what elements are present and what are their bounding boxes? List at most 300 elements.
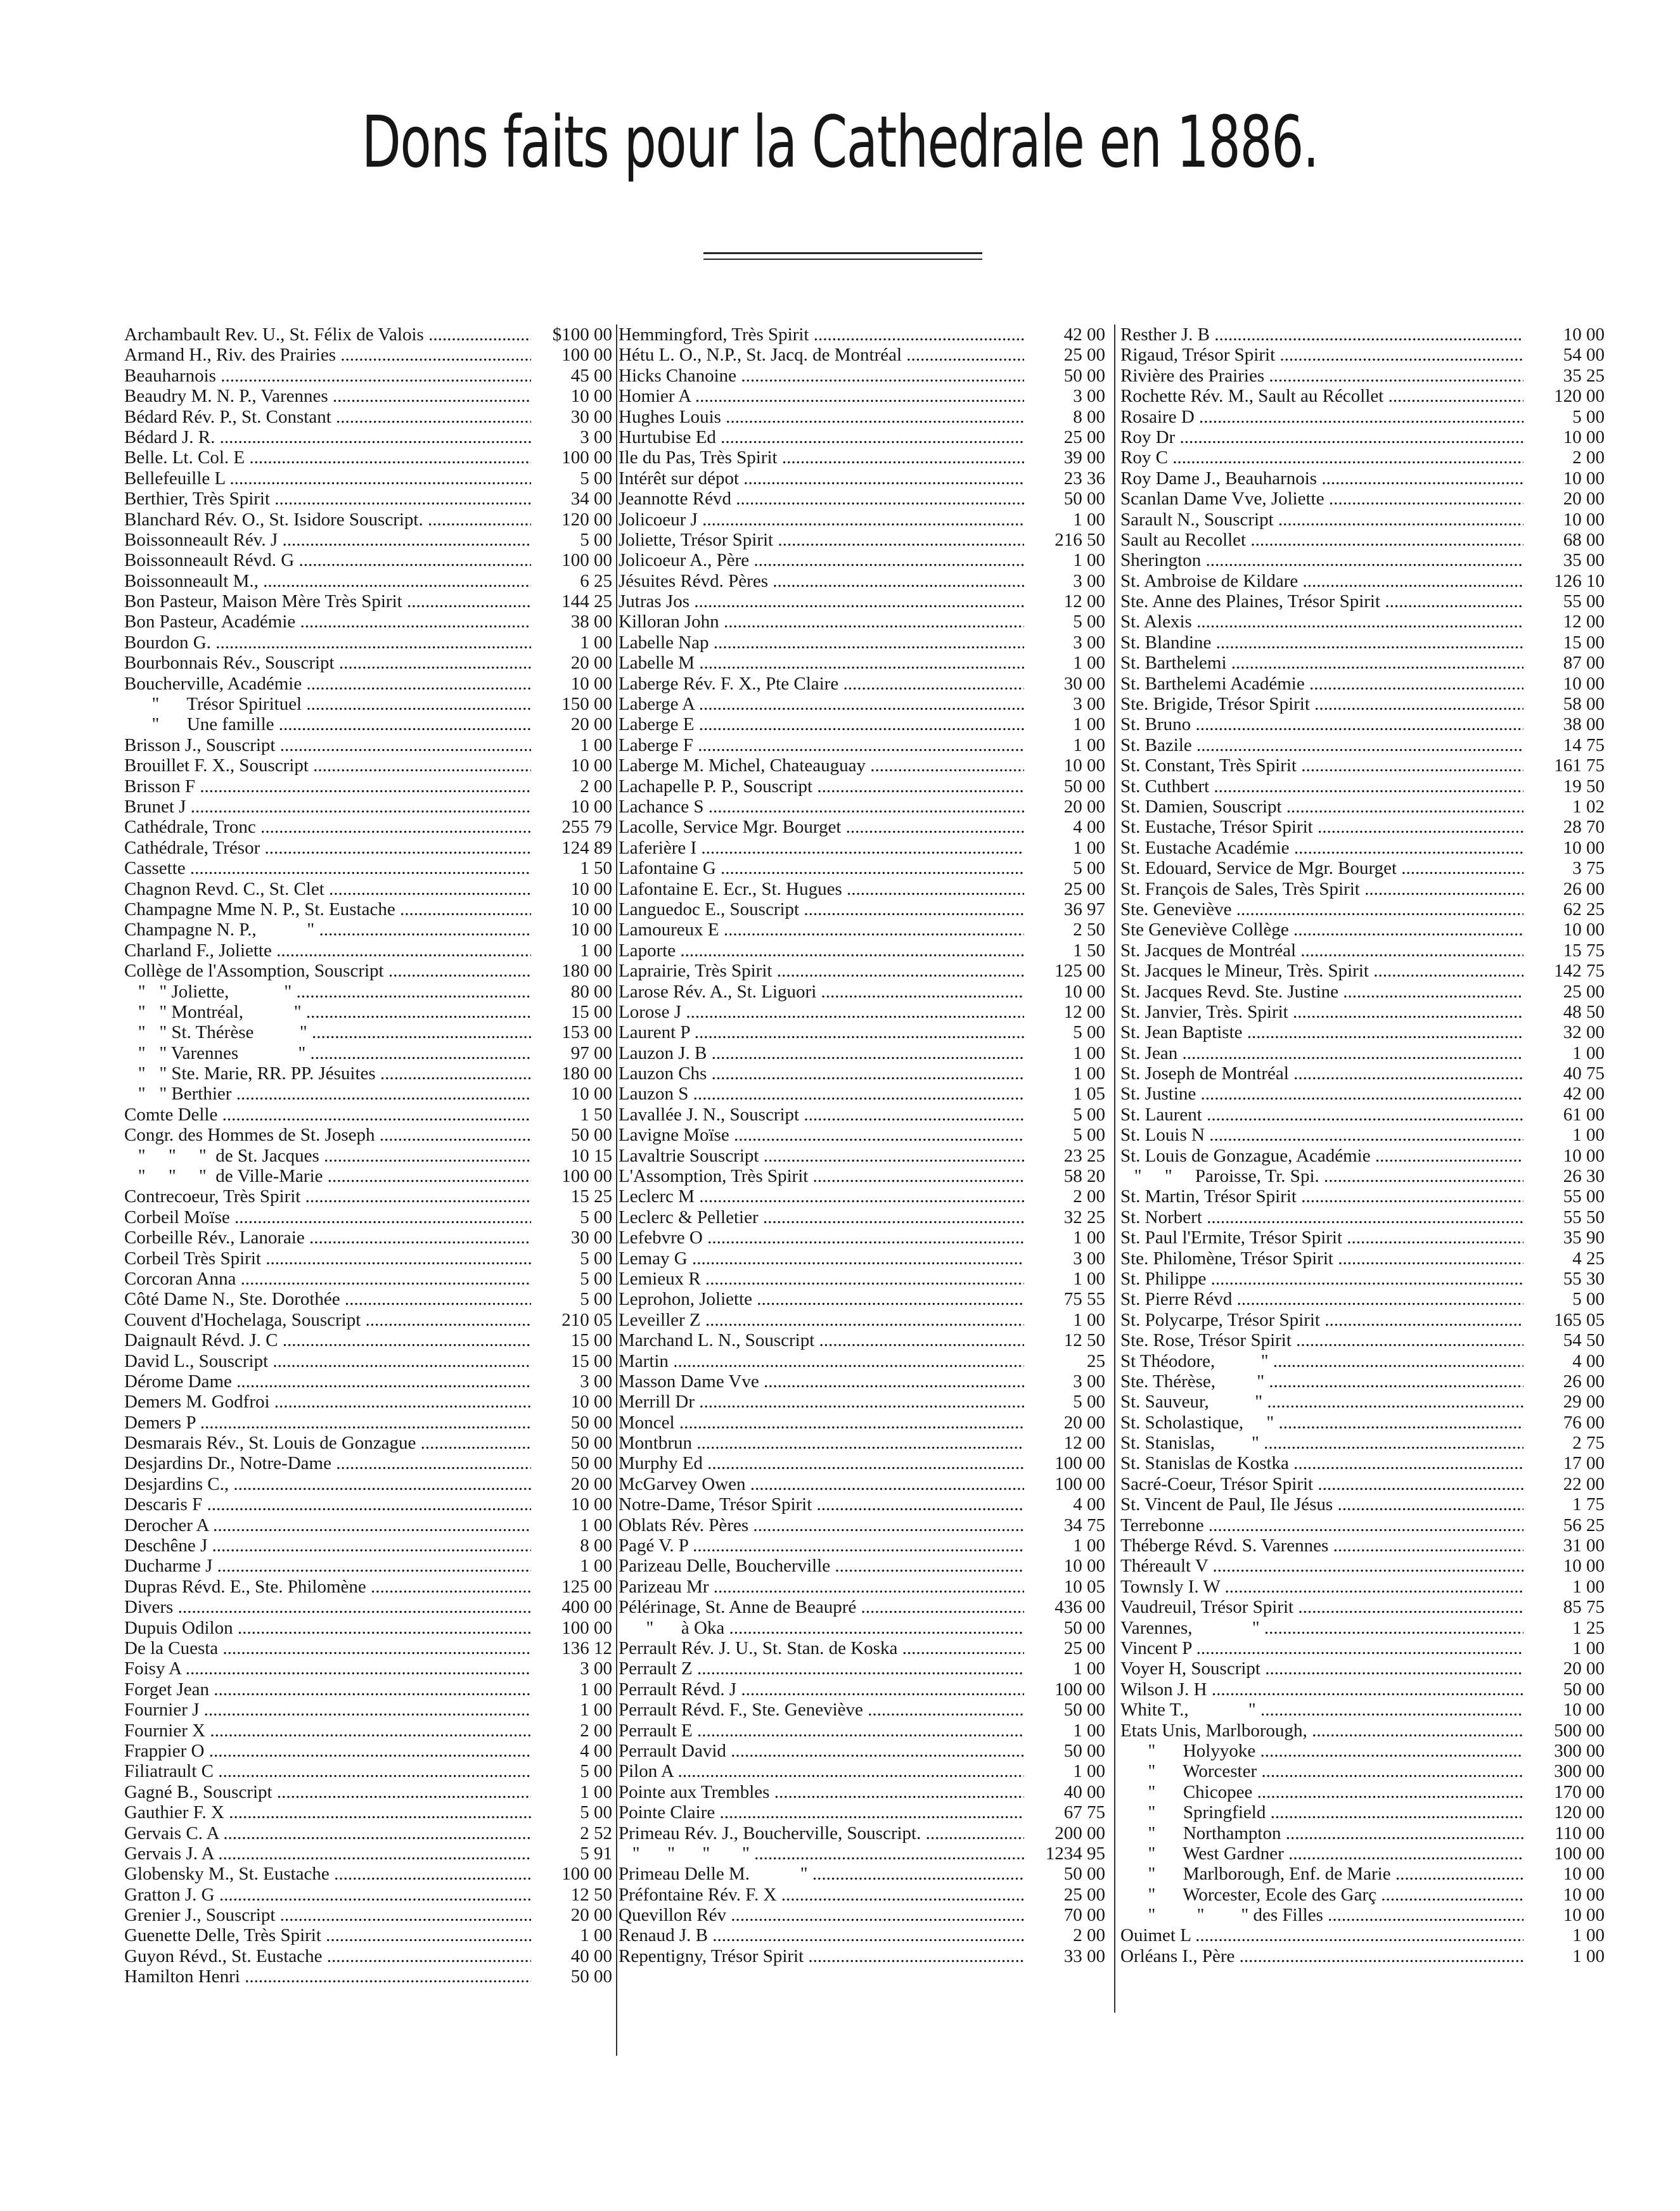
donation-amount: 125 00	[1055, 961, 1105, 982]
donor-name: Chagnon Revd. C., St. Clet .....	[124, 879, 531, 899]
donor-name: McGarvey Owen .....	[619, 1474, 1024, 1494]
donation-amount: 32 00	[1563, 1022, 1605, 1043]
donation-row	[1120, 1392, 1608, 1412]
donation-amount: 32 25	[1063, 1207, 1105, 1227]
donation-row	[1120, 632, 1608, 653]
donation-amount: 26 00	[1563, 878, 1605, 899]
donation-row	[124, 1186, 616, 1207]
donation-amount: 300 00	[1554, 1761, 1605, 1782]
donor-name: Rochette Rév. M., Sault au Récollet .....	[1120, 386, 1523, 406]
donation-amount: 20 00	[570, 714, 612, 735]
donor-name: " " " de St. Jacques .....	[124, 1146, 531, 1166]
donation-row	[1120, 653, 1608, 673]
donation-row	[619, 714, 1109, 734]
donation-amount: 55 50	[1563, 1207, 1605, 1227]
donation-amount: 10 00	[570, 386, 612, 407]
donation-amount: 20 00	[570, 1905, 612, 1926]
donor-name: Bon Pasteur, Académie .....	[124, 612, 531, 632]
donor-name: Boissonneault Révd. G .....	[124, 550, 531, 570]
donation-row	[124, 1269, 616, 1289]
donation-row	[619, 1823, 1109, 1843]
donation-amount: 126 10	[1554, 570, 1605, 591]
donation-amount: 1 00	[1073, 1761, 1105, 1782]
donation-row	[619, 1063, 1109, 1084]
donation-row	[124, 1207, 616, 1227]
donor-name: Lachance S .....	[619, 797, 1024, 817]
donation-row	[124, 386, 616, 406]
donation-amount: 1 00	[580, 1515, 612, 1535]
donor-name: Dérome Dame .....	[124, 1371, 531, 1392]
donor-name: Lamoureux E .....	[619, 920, 1024, 940]
donation-row	[1120, 1741, 1608, 1761]
donor-name: Pilon A .....	[619, 1761, 1024, 1781]
donation-amount: 1 00	[580, 940, 612, 961]
donation-row	[619, 1535, 1109, 1556]
donor-name: Bourdon G. .....	[124, 632, 531, 653]
donation-row	[1120, 1556, 1608, 1576]
donor-name: Brisson F .....	[124, 776, 531, 797]
donation-row	[619, 1782, 1109, 1802]
donation-row	[1120, 1864, 1608, 1884]
donation-amount: 61 00	[1563, 1104, 1605, 1125]
donation-amount: 30 00	[570, 1227, 612, 1248]
donation-row	[619, 1885, 1109, 1905]
donor-name: Pointe aux Trembles .....	[619, 1782, 1024, 1802]
donation-amount: 2 50	[1073, 920, 1105, 940]
donor-name: Scanlan Dame Vve, Joliette .....	[1120, 489, 1523, 509]
donation-amount: 5 00	[1073, 1392, 1105, 1413]
donation-row	[619, 797, 1109, 817]
donation-row	[124, 1618, 616, 1638]
donation-amount: 1 00	[1073, 1535, 1105, 1556]
donation-row	[619, 1679, 1109, 1700]
donation-amount: 10 00	[1563, 673, 1605, 694]
donation-amount: 12 50	[1063, 1330, 1105, 1351]
donation-row	[619, 571, 1109, 591]
donation-amount: 58 20	[1063, 1166, 1105, 1187]
donation-row	[1120, 447, 1608, 468]
donor-name: Roy Dame J., Beauharnois .....	[1120, 468, 1523, 489]
donation-row	[1120, 1146, 1608, 1166]
donor-name: Sherington .....	[1120, 550, 1523, 570]
donation-row	[1120, 1351, 1608, 1371]
donation-amount: 2 00	[1073, 1186, 1105, 1207]
donor-name: Moncel .....	[619, 1413, 1024, 1433]
donation-row	[619, 1905, 1109, 1925]
donor-name: St. Bruno .....	[1120, 714, 1523, 734]
donation-amount: 120 00	[561, 509, 612, 530]
donation-amount: 42 00	[1063, 324, 1105, 345]
donation-row	[619, 1556, 1109, 1576]
donation-amount: 1 00	[1073, 1063, 1105, 1084]
donor-name: L'Assomption, Très Spirit .....	[619, 1166, 1024, 1186]
donation-row	[619, 961, 1109, 981]
donor-name: Blanchard Rév. O., St. Isidore Souscript. .....	[124, 509, 531, 530]
donation-amount: 97 00	[570, 1042, 612, 1063]
donation-amount: 40 75	[1563, 1063, 1605, 1084]
donation-amount: 1 50	[580, 1104, 612, 1125]
donation-row	[619, 1494, 1109, 1515]
donation-amount: 62 25	[1563, 899, 1605, 920]
donor-name: St. Eustache, Trésor Spirit .....	[1120, 817, 1523, 837]
donation-row	[124, 612, 616, 632]
donation-row	[124, 468, 616, 489]
donor-name: Gervais J. A .....	[124, 1843, 531, 1864]
donation-row	[124, 550, 616, 570]
donation-row	[124, 838, 616, 858]
donation-amount: 200 00	[1055, 1823, 1105, 1843]
donor-name: Lavaltrie Souscript .....	[619, 1146, 1024, 1166]
donation-amount: 1 75	[1572, 1494, 1605, 1515]
donation-row	[124, 1310, 616, 1330]
donation-amount: 216 50	[1055, 529, 1105, 550]
donor-name: Jutras Jos .....	[619, 591, 1024, 612]
donation-amount: 10 00	[1563, 509, 1605, 530]
donation-amount: 120 00	[1554, 1802, 1605, 1823]
donation-row	[1120, 674, 1608, 694]
donation-amount: 50 00	[1063, 489, 1105, 509]
donor-name: Perrault Révd. F., Ste. Geneviève .....	[619, 1700, 1024, 1720]
donation-row	[619, 447, 1109, 468]
donation-amount: 10 00	[1563, 426, 1605, 447]
donation-amount: 5 00	[1073, 1022, 1105, 1043]
donation-amount: 100 00	[561, 1166, 612, 1187]
donation-amount: 1 00	[1073, 1720, 1105, 1741]
donation-amount: 31 00	[1563, 1535, 1605, 1556]
donor-name: Masson Dame Vve .....	[619, 1371, 1024, 1392]
donation-row	[124, 1905, 616, 1925]
donation-row	[1120, 1453, 1608, 1473]
donor-name: Beaudry M. N. P., Varennes .....	[124, 386, 531, 406]
donor-name: St. Jacques le Mineur, Très. Spirit .....	[1120, 961, 1523, 981]
donation-amount: 54 50	[1563, 1330, 1605, 1351]
donation-amount: 5 00	[580, 1207, 612, 1227]
donor-name: Terrebonne .....	[1120, 1515, 1523, 1535]
donation-row	[619, 591, 1109, 612]
donation-amount: 153 00	[561, 1022, 612, 1043]
donation-row	[124, 1022, 616, 1042]
donation-row	[124, 1843, 616, 1864]
donation-row	[1120, 858, 1608, 878]
donation-row	[124, 817, 616, 837]
donor-name: De la Cuesta .....	[124, 1638, 531, 1658]
donation-row	[124, 1741, 616, 1761]
donation-amount: 1 00	[1073, 837, 1105, 858]
donation-amount: 50 00	[1563, 1679, 1605, 1700]
donor-name: Brouillet F. X., Souscript .....	[124, 755, 531, 776]
donor-name: Notre-Dame, Trésor Spirit .....	[619, 1494, 1024, 1515]
donation-row	[1120, 1310, 1608, 1330]
donation-row	[619, 1925, 1109, 1945]
donation-amount: 10 00	[1563, 920, 1605, 940]
donation-row	[619, 1186, 1109, 1207]
donor-name: Resther J. B .....	[1120, 324, 1523, 345]
donation-amount: 161 75	[1554, 755, 1605, 776]
donation-row	[1120, 899, 1608, 920]
donation-amount: 136 12	[561, 1638, 612, 1658]
title-rule-top	[703, 252, 982, 254]
donor-name: St. Joseph de Montréal .....	[1120, 1063, 1523, 1084]
donation-row	[619, 1597, 1109, 1617]
donation-amount: 10 00	[1563, 324, 1605, 345]
donor-name: Ste. Philomène, Trésor Spirit .....	[1120, 1248, 1523, 1269]
donation-row	[619, 1022, 1109, 1042]
donor-name: Cathédrale, Trésor .....	[124, 838, 531, 858]
donor-name: Laferière I .....	[619, 838, 1024, 858]
donation-row	[1120, 714, 1608, 734]
donation-row	[124, 1638, 616, 1658]
donation-amount: 1 00	[1073, 1658, 1105, 1679]
donor-name: St. Scholastique, " .....	[1120, 1413, 1523, 1433]
donation-row	[1120, 1002, 1608, 1022]
donation-row	[124, 1597, 616, 1617]
donation-amount: 35 00	[1563, 550, 1605, 571]
donor-name: Ste. Thérèse, " .....	[1120, 1371, 1523, 1392]
donation-row	[619, 858, 1109, 878]
donor-name: St. Jean .....	[1120, 1043, 1523, 1063]
donation-row	[1120, 591, 1608, 612]
donor-name: Ouimet L .....	[1120, 1925, 1523, 1945]
donor-name: St. Janvier, Très. Spirit .....	[1120, 1002, 1523, 1022]
donor-name: St. Barthelemi .....	[1120, 653, 1523, 673]
donation-amount: 180 00	[561, 961, 612, 982]
donation-amount: 20 00	[570, 1473, 612, 1494]
donation-amount: 15 00	[570, 1330, 612, 1351]
donation-amount: 100 00	[561, 447, 612, 468]
donation-amount: 2 00	[580, 776, 612, 797]
donation-row	[124, 571, 616, 591]
donor-name: Etats Unis, Marlborough, .....	[1120, 1721, 1523, 1741]
donation-row	[619, 489, 1109, 509]
donor-name: St. Martin, Trésor Spirit .....	[1120, 1186, 1523, 1207]
donor-name: Repentigny, Trésor Spirit .....	[619, 1946, 1024, 1966]
donation-row	[1120, 797, 1608, 817]
donation-amount: 58 00	[1563, 694, 1605, 715]
donor-name: " Northampton .....	[1120, 1823, 1523, 1843]
donation-amount: 3 00	[1073, 694, 1105, 715]
donation-row	[1120, 755, 1608, 776]
donor-name: St. Louis N .....	[1120, 1125, 1523, 1145]
donor-name: Divers .....	[124, 1597, 531, 1617]
donation-row	[124, 797, 616, 817]
donor-name: Lavigne Moïse .....	[619, 1125, 1024, 1145]
donor-name: St. Philippe .....	[1120, 1269, 1523, 1289]
donation-amount: 150 00	[561, 694, 612, 715]
donor-name: Wilson J. H .....	[1120, 1679, 1523, 1700]
donor-name: St. Sauveur, " .....	[1120, 1392, 1523, 1412]
donation-amount: 2 00	[1073, 1925, 1105, 1946]
donation-amount: 14 75	[1563, 734, 1605, 755]
donor-name: Desjardins Dr., Notre-Dame .....	[124, 1453, 531, 1473]
donation-amount: 23 25	[1063, 1145, 1105, 1166]
donor-name: Lacolle, Service Mgr. Bourget .....	[619, 817, 1024, 837]
donor-name: Merrill Dr .....	[619, 1392, 1024, 1412]
donation-amount: 1 50	[1073, 940, 1105, 961]
donor-name: " Holyyoke .....	[1120, 1741, 1523, 1761]
donation-row	[619, 653, 1109, 673]
donor-name: Fournier X .....	[124, 1721, 531, 1741]
donation-amount: 10 00	[570, 673, 612, 694]
donation-amount: 3 00	[1073, 1248, 1105, 1269]
donation-amount: 12 00	[1563, 612, 1605, 632]
donation-row	[619, 1433, 1109, 1453]
donation-amount: 2 75	[1572, 1433, 1605, 1454]
donation-row	[1120, 1638, 1608, 1658]
donation-row	[124, 1494, 616, 1515]
donation-amount: 68 00	[1563, 529, 1605, 550]
donation-row	[619, 509, 1109, 530]
donation-amount: 110 00	[1555, 1823, 1605, 1843]
donor-name: Berthier, Très Spirit .....	[124, 489, 531, 509]
donor-name: Desmarais Rév., St. Louis de Gonzague .....	[124, 1433, 531, 1453]
donation-row	[124, 1413, 616, 1433]
donation-amount: 100 00	[1055, 1473, 1105, 1494]
donation-row	[1120, 1186, 1608, 1207]
donor-name: " " " des Filles .....	[1120, 1905, 1523, 1925]
donation-amount: 1 05	[1073, 1084, 1105, 1105]
donor-name: " " Ste. Marie, RR. PP. Jésuites .....	[124, 1063, 531, 1084]
donor-name: Lorose J .....	[619, 1002, 1024, 1022]
donor-name: Perrault Rév. J. U., St. Stan. de Koska .....	[619, 1638, 1024, 1658]
donation-row	[124, 1351, 616, 1371]
donation-row	[619, 1843, 1109, 1864]
donation-row	[1120, 530, 1608, 550]
donation-amount: 50 00	[570, 1966, 612, 1987]
donation-amount: 25 00	[1063, 426, 1105, 447]
donor-name: St. Justine .....	[1120, 1084, 1523, 1104]
donor-name: " " " de Ville-Marie .....	[124, 1166, 531, 1186]
column-separator	[1114, 324, 1115, 2013]
donation-amount: 1 00	[580, 734, 612, 755]
donation-amount: 87 00	[1563, 653, 1605, 674]
donor-name: Murphy Ed .....	[619, 1453, 1024, 1473]
donor-name: Rigaud, Trésor Spirit .....	[1120, 345, 1523, 365]
donor-name: Primeau Delle M. " .....	[619, 1864, 1024, 1884]
donation-row	[619, 674, 1109, 694]
donation-amount: 1 00	[580, 1700, 612, 1721]
donation-row	[124, 1002, 616, 1022]
donation-row	[1120, 489, 1608, 509]
donor-name: Ile du Pas, Très Spirit .....	[619, 447, 1024, 468]
donation-amount: 500 00	[1554, 1720, 1605, 1741]
donation-amount: 10 00	[570, 1494, 612, 1515]
donation-amount: 5 00	[580, 1289, 612, 1310]
donor-name: Voyer H, Souscript .....	[1120, 1658, 1523, 1679]
donation-amount: 55 00	[1563, 591, 1605, 612]
donation-row	[124, 674, 616, 694]
donation-amount: 48 50	[1563, 1001, 1605, 1022]
donation-amount: 25 00	[1563, 981, 1605, 1002]
donation-row	[1120, 1125, 1608, 1145]
donation-row	[619, 879, 1109, 899]
donation-row	[124, 1761, 616, 1781]
donation-row	[1120, 1597, 1608, 1617]
donation-row	[1120, 940, 1608, 961]
donor-name: Dupras Révd. E., Ste. Philomène .....	[124, 1577, 531, 1597]
donor-name: St. Damien, Souscript .....	[1120, 797, 1523, 817]
donation-amount: 144 25	[561, 591, 612, 612]
donor-name: St. Stanislas, " .....	[1120, 1433, 1523, 1453]
donation-row	[1120, 1413, 1608, 1433]
donation-row	[619, 345, 1109, 365]
donation-row	[619, 1227, 1109, 1248]
donor-name: Corbeille Rév., Lanoraie .....	[124, 1227, 531, 1248]
donor-name: Hicks Chanoine .....	[619, 366, 1024, 386]
donation-amount: 75 55	[1063, 1289, 1105, 1310]
donor-name: " Marlborough, Enf. de Marie .....	[1120, 1864, 1523, 1884]
donation-row	[619, 1351, 1109, 1371]
donation-row	[619, 1392, 1109, 1412]
donation-amount: 1 00	[1073, 653, 1105, 674]
donor-name: Deschêne J .....	[124, 1535, 531, 1556]
donation-row	[1120, 1494, 1608, 1515]
donation-amount: 1 00	[1073, 509, 1105, 530]
donation-row	[619, 612, 1109, 632]
donation-amount: 28 70	[1563, 817, 1605, 838]
donation-amount: 50 00	[570, 1433, 612, 1454]
donation-amount: 1 00	[1572, 1042, 1605, 1063]
donation-amount: 10 00	[1563, 1905, 1605, 1926]
donation-row	[124, 899, 616, 920]
donation-amount: 67 75	[1063, 1802, 1105, 1823]
donation-row	[619, 838, 1109, 858]
donor-name: Laberge F .....	[619, 735, 1024, 755]
donation-amount: 12 00	[1063, 1001, 1105, 1022]
donation-amount: 10 00	[570, 920, 612, 940]
donor-name: Martin .....	[619, 1351, 1024, 1371]
donation-row	[619, 1371, 1109, 1392]
donation-amount: 1 00	[580, 1679, 612, 1700]
donor-name: Laprairie, Très Spirit .....	[619, 961, 1024, 981]
donation-row	[619, 468, 1109, 489]
donation-amount: 5 91	[580, 1843, 612, 1864]
donation-row	[1120, 1433, 1608, 1453]
donor-name: Parizeau Mr .....	[619, 1577, 1024, 1597]
donor-name: Cathédrale, Tronc .....	[124, 817, 531, 837]
donor-name: St. Paul l'Ermite, Trésor Spirit .....	[1120, 1227, 1523, 1248]
donation-amount: 10 00	[1563, 468, 1605, 489]
donor-name: St. Constant, Très Spirit .....	[1120, 755, 1523, 776]
donation-row	[1120, 776, 1608, 797]
donation-row	[124, 1433, 616, 1453]
donation-amount: 210 05	[561, 1309, 612, 1330]
donation-row	[619, 1638, 1109, 1658]
donor-name: Jésuites Révd. Pères .....	[619, 571, 1024, 591]
donation-row	[1120, 1248, 1608, 1269]
donation-row	[1120, 509, 1608, 530]
donor-name: Roy Dr .....	[1120, 427, 1523, 447]
donation-amount: 30 00	[1063, 673, 1105, 694]
donation-amount: 25 00	[1063, 345, 1105, 366]
donation-row	[124, 324, 616, 345]
donation-row	[619, 1413, 1109, 1433]
donation-row	[124, 1474, 616, 1494]
donation-amount: 1 00	[1572, 1945, 1605, 1966]
donation-row	[1120, 345, 1608, 365]
donation-amount: 34 75	[1063, 1515, 1105, 1535]
donation-row	[124, 1864, 616, 1884]
donation-amount: 50 00	[570, 1412, 612, 1433]
donor-name: St. Jacques de Montréal .....	[1120, 940, 1523, 961]
donor-name: Bédard J. R. .....	[124, 427, 531, 447]
donation-amount: $100 00	[552, 324, 612, 345]
donor-name: Bellefeuille L .....	[124, 468, 531, 489]
donor-name: Lauzon J. B .....	[619, 1043, 1024, 1063]
donation-amount: 1234 95	[1045, 1843, 1105, 1864]
donation-row	[1120, 571, 1608, 591]
donation-row	[124, 509, 616, 530]
donation-row	[619, 1330, 1109, 1350]
